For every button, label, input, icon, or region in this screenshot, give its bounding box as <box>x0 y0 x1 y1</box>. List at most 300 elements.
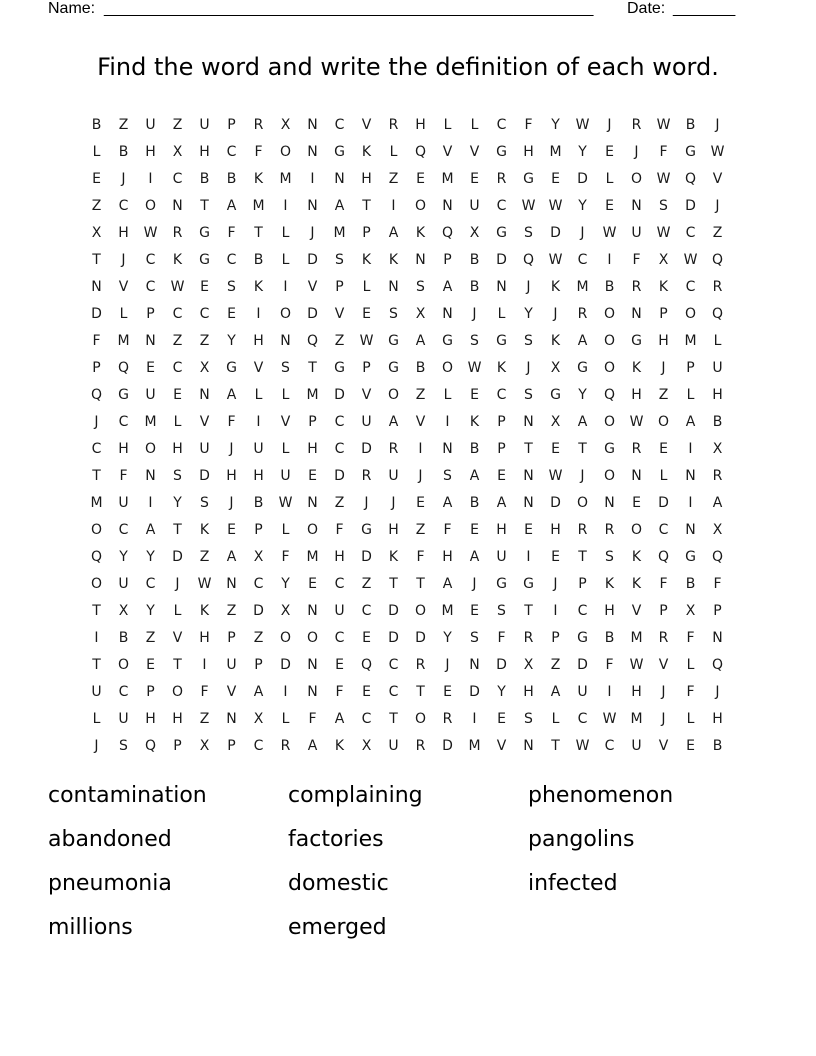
grid-letter: D <box>577 657 588 673</box>
grid-letter: O <box>90 576 103 592</box>
grid-letter: G <box>334 144 345 160</box>
grid-letter: T <box>389 576 398 592</box>
grid-letter: K <box>631 549 642 565</box>
grid-letter: Q <box>711 657 724 673</box>
grid-letter: A <box>226 549 237 565</box>
grid-letter: K <box>415 225 426 241</box>
grid-letter: L <box>713 333 722 349</box>
grid-letter: D <box>496 657 507 673</box>
grid-letter: D <box>280 657 291 673</box>
grid-letter: T <box>173 522 182 538</box>
grid-letter: N <box>604 495 615 511</box>
grid-letter: W <box>683 252 698 268</box>
grid-letter: C <box>496 117 507 133</box>
grid-letter: N <box>280 333 291 349</box>
grid-row <box>83 733 735 760</box>
grid-letter: N <box>523 468 534 484</box>
grid-letter: V <box>226 684 237 700</box>
grid-letter: M <box>252 198 265 214</box>
grid-letter: T <box>200 198 209 214</box>
grid-letter: G <box>496 576 507 592</box>
grid-letter: C <box>118 684 129 700</box>
grid-letter: Q <box>360 657 373 673</box>
grid-letter: U <box>388 468 399 484</box>
word-bank-item: complaining <box>288 783 423 808</box>
grid-letter: V <box>280 414 291 430</box>
grid-letter: J <box>121 252 126 268</box>
grid-letter: H <box>631 684 642 700</box>
grid-letter: H <box>334 549 345 565</box>
grid-letter: A <box>388 414 399 430</box>
grid-row <box>83 652 735 679</box>
grid-letter: M <box>630 630 643 646</box>
grid-letter: L <box>605 171 614 187</box>
grid-letter: E <box>227 522 236 538</box>
grid-letter: S <box>470 630 479 646</box>
name-blank-line: _______________________________________________________ <box>104 0 594 17</box>
grid-row <box>83 139 735 166</box>
grid-letter: V <box>118 279 129 295</box>
grid-letter: P <box>335 279 344 295</box>
grid-letter: L <box>686 657 695 673</box>
grid-letter: L <box>443 387 452 403</box>
grid-letter: W <box>521 198 536 214</box>
grid-letter: M <box>630 711 643 727</box>
grid-letter: E <box>416 495 425 511</box>
grid-letter: I <box>256 306 261 322</box>
grid-letter: M <box>333 225 346 241</box>
grid-row <box>83 706 735 733</box>
grid-letter: F <box>335 684 344 700</box>
grid-letter: Z <box>226 603 237 619</box>
grid-letter: C <box>172 171 183 187</box>
grid-letter: R <box>523 630 534 646</box>
grid-letter: L <box>389 144 398 160</box>
grid-letter: O <box>603 306 616 322</box>
grid-letter: G <box>604 441 615 457</box>
grid-letter: G <box>550 387 561 403</box>
grid-letter: L <box>686 387 695 403</box>
grid-letter: D <box>253 603 264 619</box>
grid-letter: R <box>388 117 399 133</box>
grid-letter: U <box>118 576 129 592</box>
grid-letter: A <box>712 495 723 511</box>
grid-letter: C <box>199 306 210 322</box>
grid-letter: N <box>307 495 318 511</box>
grid-letter: P <box>497 414 506 430</box>
grid-letter: B <box>253 252 264 268</box>
grid-letter: S <box>335 252 344 268</box>
grid-letter: B <box>469 252 480 268</box>
grid-letter: I <box>526 549 531 565</box>
grid-letter: Q <box>414 144 427 160</box>
grid-letter: I <box>418 441 423 457</box>
grid-letter: E <box>470 387 479 403</box>
grid-letter: S <box>416 279 425 295</box>
grid-letter: N <box>442 306 453 322</box>
grid-letter: P <box>362 360 371 376</box>
grid-letter: S <box>524 333 533 349</box>
grid-letter: N <box>442 198 453 214</box>
grid-letter: L <box>281 225 290 241</box>
grid-letter: H <box>712 387 723 403</box>
grid-letter: R <box>712 279 723 295</box>
grid-letter: S <box>443 468 452 484</box>
grid-letter: B <box>469 441 480 457</box>
grid-row <box>83 436 735 463</box>
grid-letter: G <box>496 333 507 349</box>
grid-letter: G <box>226 360 237 376</box>
grid-letter: S <box>227 279 236 295</box>
grid-letter: B <box>604 630 615 646</box>
grid-letter: D <box>658 495 669 511</box>
grid-letter: C <box>685 279 696 295</box>
grid-letter: A <box>442 279 453 295</box>
grid-letter: C <box>577 711 588 727</box>
grid-letter: O <box>603 414 616 430</box>
grid-letter: D <box>442 738 453 754</box>
grid-letter: A <box>577 414 588 430</box>
grid-letter: P <box>227 738 236 754</box>
grid-letter: E <box>470 522 479 538</box>
grid-letter: T <box>92 657 101 673</box>
grid-letter: W <box>656 117 671 133</box>
grid-letter: O <box>279 144 292 160</box>
grid-letter: E <box>551 441 560 457</box>
grid-letter: C <box>253 738 264 754</box>
grid-letter: D <box>685 198 696 214</box>
grid-letter: R <box>631 441 642 457</box>
grid-letter: Z <box>118 117 129 133</box>
date-blank-line: _______ <box>673 0 736 17</box>
grid-letter: L <box>659 468 668 484</box>
grid-letter: G <box>523 171 534 187</box>
grid-letter: C <box>334 630 345 646</box>
grid-letter: Z <box>334 333 345 349</box>
grid-letter: H <box>604 603 615 619</box>
grid-letter: F <box>659 576 668 592</box>
grid-letter: V <box>334 306 345 322</box>
grid-letter: E <box>146 360 155 376</box>
grid-letter: Z <box>415 387 426 403</box>
grid-letter: A <box>550 684 561 700</box>
grid-letter: H <box>145 144 156 160</box>
word-bank <box>48 780 768 960</box>
grid-letter: T <box>524 441 533 457</box>
grid-letter: K <box>658 279 669 295</box>
grid-letter: M <box>576 279 589 295</box>
grid-row <box>83 193 735 220</box>
grid-letter: B <box>469 279 480 295</box>
grid-letter: O <box>603 333 616 349</box>
grid-letter: N <box>631 198 642 214</box>
grid-letter: N <box>307 603 318 619</box>
grid-letter: Y <box>119 549 128 565</box>
grid-letter: X <box>550 414 561 430</box>
grid-letter: A <box>685 414 696 430</box>
grid-letter: D <box>415 630 426 646</box>
grid-row <box>83 517 735 544</box>
grid-letter: R <box>361 468 372 484</box>
word-bank-item: millions <box>48 915 133 940</box>
grid-letter: U <box>118 711 129 727</box>
grid-letter: P <box>92 360 101 376</box>
grid-letter: E <box>470 171 479 187</box>
grid-letter: Q <box>144 738 157 754</box>
grid-letter: R <box>604 522 615 538</box>
grid-letter: X <box>91 225 102 241</box>
grid-letter: C <box>118 522 129 538</box>
grid-letter: J <box>580 225 585 241</box>
grid-row <box>83 571 735 598</box>
grid-letter: L <box>443 117 452 133</box>
grid-letter: C <box>361 603 372 619</box>
grid-letter: T <box>578 549 587 565</box>
grid-letter: K <box>361 252 372 268</box>
grid-letter: K <box>361 144 372 160</box>
grid-letter: H <box>307 441 318 457</box>
grid-letter: V <box>631 603 642 619</box>
grid-letter: Q <box>441 225 454 241</box>
grid-letter: Z <box>253 630 264 646</box>
grid-letter: R <box>496 171 507 187</box>
grid-letter: W <box>629 414 644 430</box>
grid-letter: H <box>172 711 183 727</box>
grid-letter: U <box>226 657 237 673</box>
grid-letter: Q <box>306 333 319 349</box>
grid-letter: W <box>602 711 617 727</box>
grid-letter: J <box>94 414 99 430</box>
grid-letter: O <box>414 711 427 727</box>
grid-letter: P <box>686 360 695 376</box>
grid-letter: Z <box>199 549 210 565</box>
grid-letter: S <box>524 711 533 727</box>
grid-letter: O <box>684 306 697 322</box>
date-label: Date: <box>627 0 666 17</box>
grid-letter: F <box>686 684 695 700</box>
grid-letter: D <box>91 306 102 322</box>
grid-letter: H <box>388 522 399 538</box>
grid-letter: J <box>310 225 315 241</box>
grid-letter: V <box>307 279 318 295</box>
grid-letter: C <box>226 144 237 160</box>
grid-letter: J <box>607 117 612 133</box>
grid-letter: Z <box>415 522 426 538</box>
grid-letter: C <box>685 225 696 241</box>
grid-letter: M <box>90 495 103 511</box>
grid-letter: A <box>334 198 345 214</box>
grid-letter: F <box>524 117 533 133</box>
grid-letter: V <box>442 144 453 160</box>
grid-letter: O <box>144 441 157 457</box>
grid-letter: E <box>362 630 371 646</box>
grid-letter: A <box>334 711 345 727</box>
grid-letter: W <box>548 252 563 268</box>
grid-letter: A <box>307 738 318 754</box>
grid-letter: K <box>199 522 210 538</box>
grid-letter: Y <box>578 387 587 403</box>
grid-letter: N <box>307 684 318 700</box>
grid-letter: B <box>712 414 723 430</box>
grid-letter: E <box>605 198 614 214</box>
grid-letter: Z <box>91 198 102 214</box>
grid-letter: H <box>145 711 156 727</box>
grid-letter: V <box>199 414 210 430</box>
grid-letter: S <box>470 333 479 349</box>
grid-letter: N <box>226 711 237 727</box>
grid-letter: I <box>148 495 153 511</box>
grid-letter: E <box>659 441 668 457</box>
grid-letter: C <box>145 252 156 268</box>
grid-letter: U <box>631 225 642 241</box>
word-bank-item: factories <box>288 827 384 852</box>
grid-letter: D <box>361 441 372 457</box>
grid-letter: Z <box>388 171 399 187</box>
grid-letter: F <box>686 630 695 646</box>
grid-letter: Y <box>524 306 533 322</box>
grid-letter: H <box>253 333 264 349</box>
grid-letter: N <box>145 468 156 484</box>
grid-letter: P <box>227 630 236 646</box>
name-label: Name: <box>48 0 96 17</box>
grid-letter: O <box>90 522 103 538</box>
grid-letter: H <box>523 144 534 160</box>
grid-letter: D <box>172 549 183 565</box>
grid-letter: N <box>496 279 507 295</box>
grid-letter: C <box>496 198 507 214</box>
grid-letter: R <box>415 738 426 754</box>
grid-letter: J <box>661 711 666 727</box>
grid-letter: L <box>281 711 290 727</box>
grid-letter: O <box>279 306 292 322</box>
grid-letter: W <box>467 360 482 376</box>
grid-letter: O <box>603 468 616 484</box>
grid-letter: V <box>712 171 723 187</box>
grid-row <box>83 247 735 274</box>
grid-letter: X <box>118 603 129 619</box>
grid-letter: O <box>630 171 643 187</box>
grid-letter: W <box>143 225 158 241</box>
page-title: Find the word and write the definition of each word. <box>97 53 719 81</box>
grid-letter: P <box>497 441 506 457</box>
grid-letter: J <box>553 576 558 592</box>
grid-letter: J <box>661 360 666 376</box>
grid-letter: D <box>361 549 372 565</box>
grid-letter: Q <box>90 387 103 403</box>
grid-letter: U <box>361 414 372 430</box>
grid-letter: D <box>577 171 588 187</box>
grid-letter: C <box>658 522 669 538</box>
grid-letter: N <box>631 468 642 484</box>
grid-letter: T <box>254 225 263 241</box>
grid-letter: W <box>548 198 563 214</box>
grid-letter: J <box>472 576 477 592</box>
grid-letter: P <box>578 576 587 592</box>
grid-letter: T <box>416 684 425 700</box>
grid-letter: X <box>550 360 561 376</box>
grid-letter: J <box>175 576 180 592</box>
grid-letter: O <box>387 387 400 403</box>
grid-letter: G <box>118 387 129 403</box>
grid-letter: A <box>388 225 399 241</box>
grid-letter: B <box>685 576 696 592</box>
grid-letter: G <box>442 333 453 349</box>
grid-letter: C <box>577 252 588 268</box>
grid-letter: X <box>199 738 210 754</box>
grid-letter: Y <box>146 549 155 565</box>
grid-letter: T <box>92 468 101 484</box>
grid-letter: B <box>685 117 696 133</box>
grid-letter: E <box>497 468 506 484</box>
grid-letter: M <box>441 603 454 619</box>
grid-letter: G <box>577 630 588 646</box>
grid-letter: K <box>388 549 399 565</box>
grid-letter: K <box>631 576 642 592</box>
grid-letter: R <box>415 657 426 673</box>
grid-letter: B <box>226 171 237 187</box>
grid-letter: O <box>117 657 130 673</box>
grid-row <box>83 355 735 382</box>
grid-letter: D <box>199 468 210 484</box>
grid-letter: P <box>227 117 236 133</box>
grid-letter: C <box>334 414 345 430</box>
grid-letter: L <box>281 252 290 268</box>
grid-letter: H <box>361 171 372 187</box>
grid-letter: J <box>418 468 423 484</box>
grid-letter: P <box>659 306 668 322</box>
grid-letter: Z <box>658 387 669 403</box>
grid-letter: H <box>550 522 561 538</box>
grid-letter: Z <box>334 495 345 511</box>
grid-letter: A <box>577 333 588 349</box>
grid-letter: C <box>226 252 237 268</box>
grid-letter: J <box>94 738 99 754</box>
grid-letter: F <box>308 711 317 727</box>
grid-letter: B <box>604 279 615 295</box>
grid-letter: B <box>118 144 129 160</box>
grid-letter: I <box>391 198 396 214</box>
grid-letter: Q <box>684 171 697 187</box>
grid-letter: F <box>281 549 290 565</box>
grid-letter: W <box>710 144 725 160</box>
grid-letter: E <box>416 171 425 187</box>
grid-letter: Q <box>711 306 724 322</box>
grid-letter: B <box>253 495 264 511</box>
grid-letter: N <box>685 522 696 538</box>
grid-letter: E <box>200 279 209 295</box>
grid-letter: B <box>91 117 102 133</box>
grid-letter: P <box>146 306 155 322</box>
grid-letter: Y <box>578 198 587 214</box>
grid-letter: D <box>469 684 480 700</box>
grid-letter: U <box>91 684 102 700</box>
grid-letter: J <box>364 495 369 511</box>
grid-letter: C <box>91 441 102 457</box>
grid-letter: N <box>712 630 723 646</box>
grid-letter: E <box>497 711 506 727</box>
grid-letter: J <box>391 495 396 511</box>
grid-letter: G <box>577 360 588 376</box>
grid-letter: A <box>442 495 453 511</box>
grid-letter: R <box>577 522 588 538</box>
grid-letter: G <box>334 360 345 376</box>
grid-letter: E <box>686 738 695 754</box>
grid-letter: I <box>553 603 558 619</box>
grid-letter: U <box>280 468 291 484</box>
grid-letter: T <box>308 360 317 376</box>
grid-letter: Q <box>711 549 724 565</box>
grid-letter: P <box>254 522 263 538</box>
